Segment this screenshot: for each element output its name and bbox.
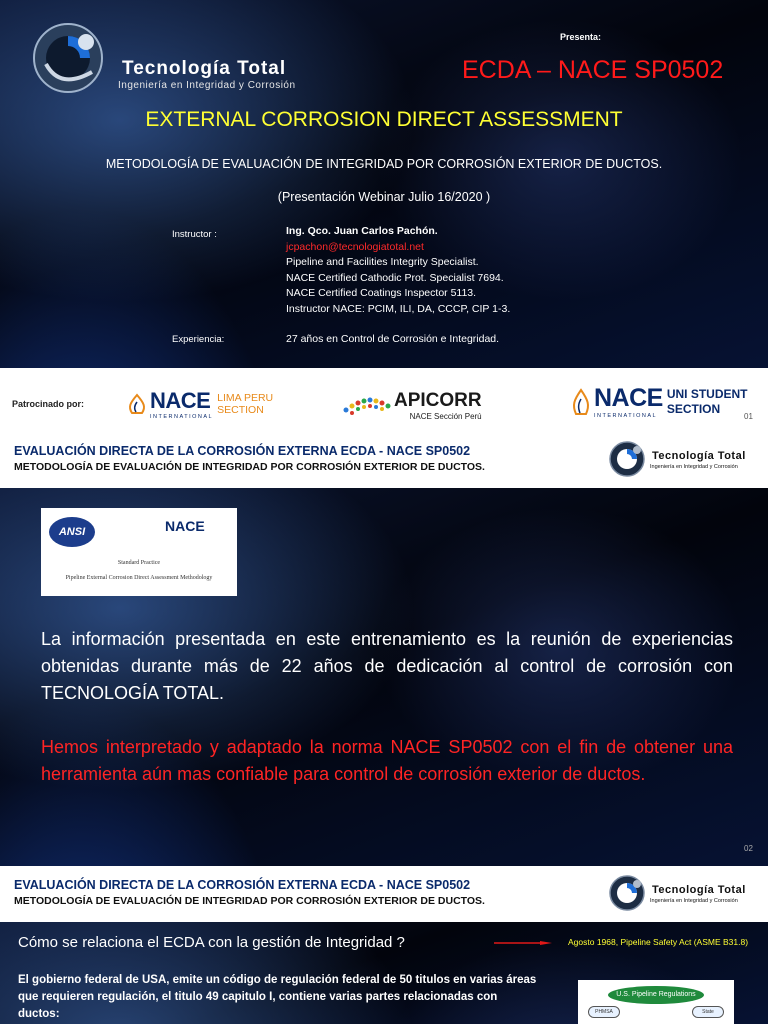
slide3-header xyxy=(0,866,768,922)
brand-name: Tecnología Total xyxy=(652,884,746,896)
nace-side-text: LIMA PERU xyxy=(217,392,274,404)
integrity-question: Cómo se relaciona el ECDA con la gestión de Integridad ? xyxy=(18,934,405,951)
nace-flame-icon xyxy=(568,388,594,416)
tecnologia-total-logo-icon xyxy=(608,874,648,912)
slide2-header xyxy=(0,432,768,488)
experience-value: 27 años en Control de Corrosión e Integridad. xyxy=(286,333,500,345)
sponsors-label: Patrocinado por: xyxy=(12,399,85,409)
nace-lima-logo xyxy=(124,388,273,420)
integrity-slide xyxy=(0,922,768,1024)
standard-document-image xyxy=(41,508,237,596)
apicorr-logo xyxy=(342,390,482,421)
nace-card-logo: NACE xyxy=(165,518,205,534)
pipeline-safety-note: Agosto 1968, Pipeline Safety Act (ASME B31.8) xyxy=(568,937,749,947)
instructor-line: Pipeline and Facilities Integrity Specialist. xyxy=(286,256,479,268)
arrow-right-icon xyxy=(494,941,552,945)
nace-side-text: SECTION xyxy=(217,404,264,416)
brand-name: Tecnología Total xyxy=(122,58,287,79)
nace-wordmark: NACE xyxy=(150,388,211,413)
government-text: El gobierno federal de USA, emite un código de regulación federal de 50 titulos en varias áreas que requieren regulación, el titulo 49 capitulo I, contiene varias partes relacionadas con ductos: xyxy=(18,974,537,1020)
brand-subtitle: Ingeniería en Integridad y Corrosión xyxy=(650,898,738,904)
title-slide xyxy=(0,0,768,368)
instructor-line: NACE Certified Coatings Inspector 5113. xyxy=(286,287,477,299)
instructor-label: Instructor : xyxy=(172,229,217,240)
header-title: EVALUACIÓN DIRECTA DE LA CORROSIÓN EXTERNA ECDA - NACE SP0502 xyxy=(14,444,471,458)
apicorr-dots-icon xyxy=(342,394,394,418)
ansi-logo: ANSI xyxy=(49,517,95,547)
nace-side-text: SECTION xyxy=(666,401,721,416)
regulations-left-box: PHMSA xyxy=(588,1006,620,1018)
presenta-label: Presenta: xyxy=(560,32,602,42)
instructor-name: Ing. Qco. Juan Carlos Pachón. xyxy=(286,225,438,237)
methodology-subtitle: METODOLOGÍA DE EVALUACIÓN DE INTEGRIDAD POR CORROSIÓN EXTERIOR DE DUCTOS. xyxy=(105,157,663,171)
apicorr-wordmark: APICORR xyxy=(394,390,482,411)
tecnologia-total-logo-icon xyxy=(608,440,648,478)
nace-uni-logo xyxy=(568,384,748,419)
header-title: EVALUACIÓN DIRECTA DE LA CORROSIÓN EXTERNA ECDA - NACE SP0502 xyxy=(14,878,471,892)
external-corrosion-title: EXTERNAL CORROSION DIRECT ASSESSMENT xyxy=(145,108,623,131)
nace-flame-icon xyxy=(124,393,150,415)
brand-subtitle: Ingeniería en Integridad y Corrosión xyxy=(650,464,738,470)
experience-label: Experiencia: xyxy=(172,334,225,345)
brand-name: Tecnología Total xyxy=(652,450,746,462)
info-paragraph: La información presentada en este entrenamiento es la reunión de experiencias obtenidas durante más de 22 años de dedicación al control de corrosión con TECNOLOGÍA TOTAL. xyxy=(41,629,733,703)
webinar-date: (Presentación Webinar Julio 16/2020 ) xyxy=(277,190,491,204)
standard-title: Pipeline External Corrosion Direct Assessment Methodology xyxy=(65,575,213,581)
page-number: 01 xyxy=(744,412,753,421)
header-subtitle: METODOLOGÍA DE EVALUACIÓN DE INTEGRIDAD POR CORROSIÓN EXTERIOR DE DUCTOS. xyxy=(14,461,485,473)
regulations-diagram-image xyxy=(578,980,734,1024)
instructor-email-link[interactable]: jcpachon@tecnologiatotal.net xyxy=(286,240,424,253)
adaptation-paragraph: Hemos interpretado y adaptado la norma NACE SP0502 con el fin de obtener una herramienta aún mas confiable para control de corrosión exterior de ductos. xyxy=(41,737,733,784)
regulations-right-box: State xyxy=(692,1006,724,1018)
instructor-info xyxy=(286,224,510,317)
page-number: 02 xyxy=(744,844,753,853)
nace-side-text: UNI STUDENT xyxy=(666,386,748,401)
apicorr-subtitle: NACE Sección Perú xyxy=(409,412,482,421)
ecda-title: ECDA – NACE SP0502 xyxy=(462,56,724,84)
information-slide xyxy=(0,488,768,866)
instructor-line: NACE Certified Cathodic Prot. Specialist 7694. xyxy=(286,271,504,284)
regulations-title: U.S. Pipeline Regulations xyxy=(608,986,704,1004)
sponsors-bar xyxy=(0,368,768,432)
header-subtitle: METODOLOGÍA DE EVALUACIÓN DE INTEGRIDAD POR CORROSIÓN EXTERIOR DE DUCTOS. xyxy=(14,895,485,907)
instructor-line: Instructor NACE: PCIM, ILI, DA, CCCP, CIP 1-3. xyxy=(286,302,511,315)
nace-wordmark: NACE xyxy=(594,384,663,412)
nace-international: INTERNATIONAL xyxy=(594,413,658,419)
tecnologia-total-logo-icon xyxy=(30,20,110,96)
nace-international: INTERNATIONAL xyxy=(150,414,214,420)
standard-practice-label: Standard Practice xyxy=(117,560,161,566)
brand-subtitle: Ingeniería en Integridad y Corrosión xyxy=(118,80,296,91)
